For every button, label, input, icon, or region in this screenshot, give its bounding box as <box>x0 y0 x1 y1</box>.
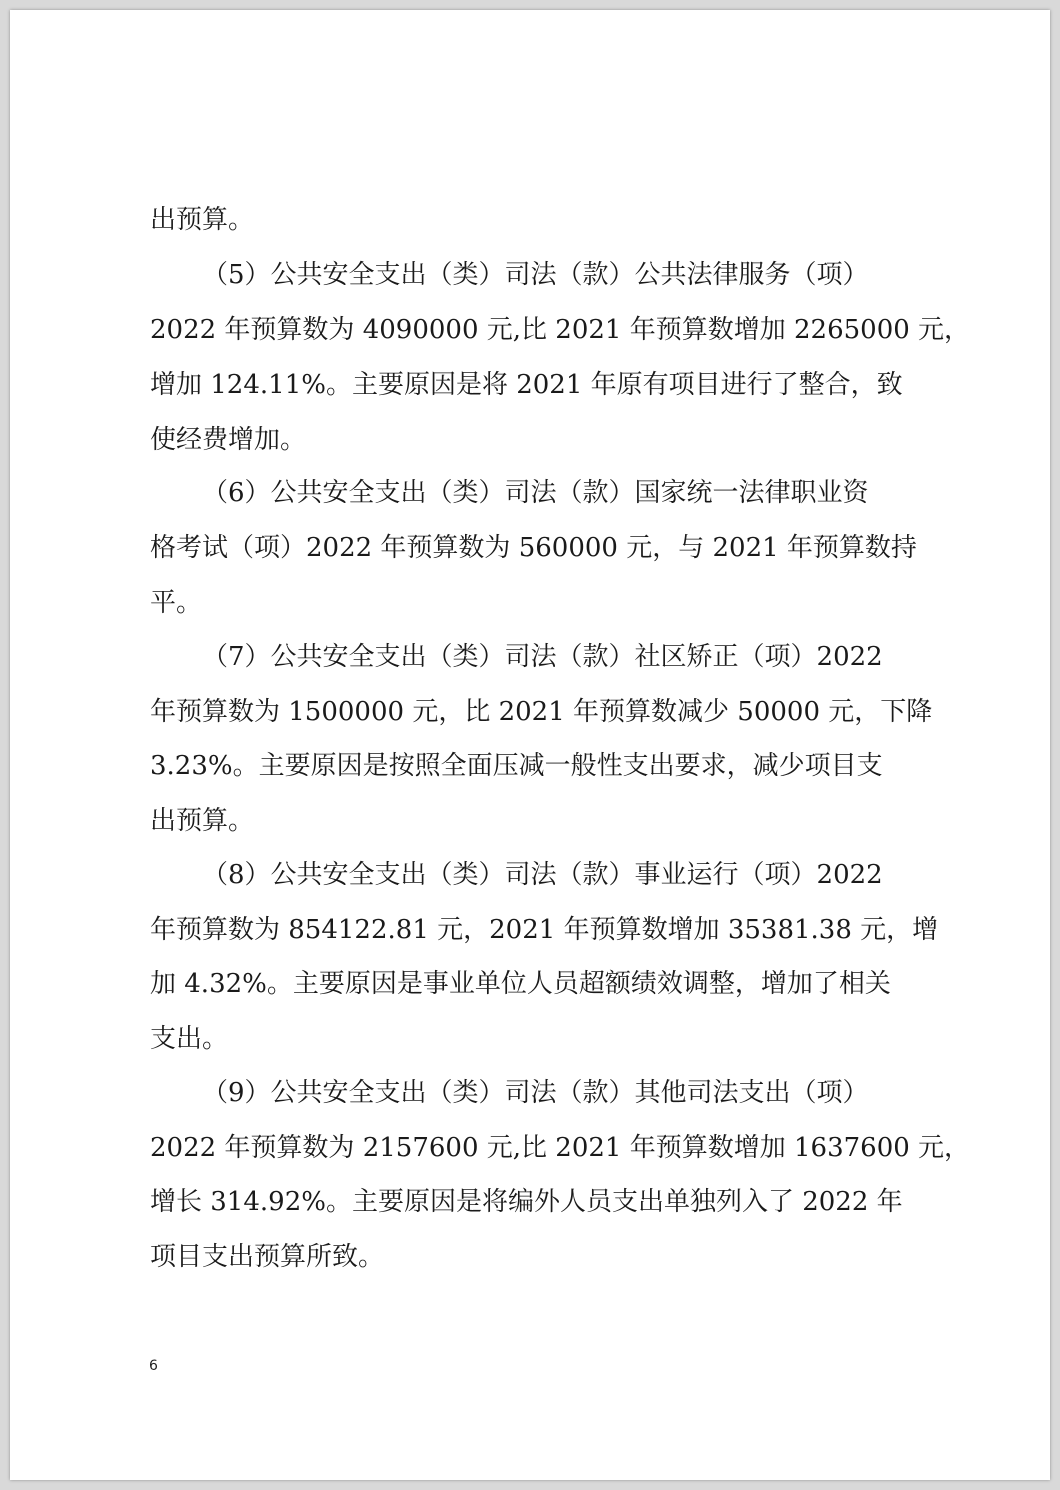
paragraph-line: 2022 年预算数为 4090000 元,比 2021 年预算数增加 2265000 元， <box>150 315 971 345</box>
paragraph-line: 使经费增加。 <box>150 425 307 455</box>
paragraph-line: 出预算。 <box>150 205 255 235</box>
paragraph-line: 支出。 <box>150 1024 229 1054</box>
page-number: 6 <box>149 1358 158 1374</box>
paragraph-line: （9）公共安全支出（类）司法（款）其他司法支出（项） <box>202 1078 869 1108</box>
paragraph-line: 3.23%。主要原因是按照全面压减一般性支出要求，减少项目支 <box>150 751 883 781</box>
paragraph-line: 格考试（项）2022 年预算数为 560000 元，与 2021 年预算数持 <box>150 533 917 563</box>
paragraph-line: 出预算。 <box>150 806 255 836</box>
paragraph-line: 年预算数为 854122.81 元，2021 年预算数增加 35381.38 元，增 <box>150 915 939 945</box>
paragraph-line: 增长 314.92%。主要原因是将编外人员支出单独列入了 2022 年 <box>150 1187 903 1217</box>
paragraph-line: （8）公共安全支出（类）司法（款）事业运行（项）2022 <box>202 860 883 890</box>
paragraph-line: 年预算数为 1500000 元，比 2021 年预算数减少 50000 元，下降 <box>150 697 933 727</box>
paragraph-line: （6）公共安全支出（类）司法（款）国家统一法律职业资 <box>202 478 869 508</box>
paragraph-line: （7）公共安全支出（类）司法（款）社区矫正（项）2022 <box>202 642 883 672</box>
paragraph-line: 2022 年预算数为 2157600 元,比 2021 年预算数增加 1637600 元， <box>150 1133 971 1163</box>
paragraph-line: 加 4.32%。主要原因是事业单位人员超额绩效调整，增加了相关 <box>150 969 891 999</box>
paragraph-line: 项目支出预算所致。 <box>150 1242 385 1272</box>
paragraph-line: 平。 <box>150 588 203 618</box>
paragraph-line: 增加 124.11%。主要原因是将 2021 年原有项目进行了整合，致 <box>150 370 903 400</box>
paragraph-line: （5）公共安全支出（类）司法（款）公共法律服务（项） <box>202 260 869 290</box>
